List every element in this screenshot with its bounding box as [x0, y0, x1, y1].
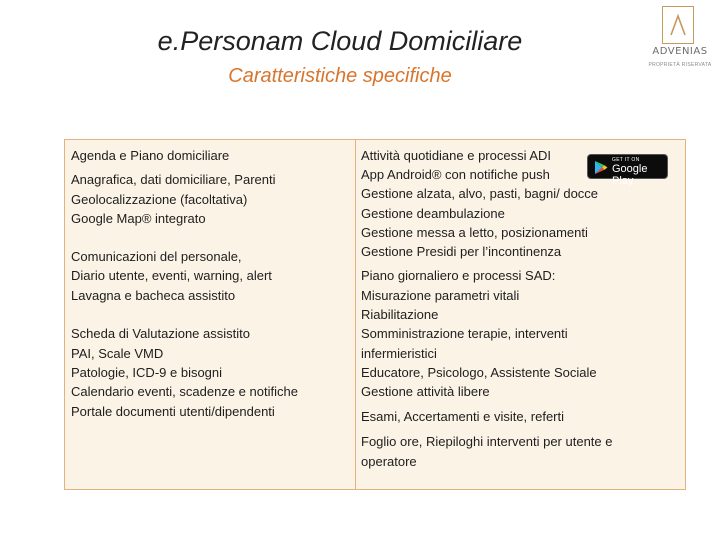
- left-feature-line: PAI, Scale VMD: [71, 346, 164, 361]
- right-feature-line: Piano giornaliero e processi SAD:: [361, 268, 556, 283]
- right-feature-line: Esami, Accertamenti e visite, referti: [361, 409, 565, 424]
- google-play-store-text: Google Play: [612, 163, 648, 187]
- column-divider: [355, 140, 356, 489]
- features-table: [64, 139, 686, 490]
- right-feature-line: Somministrazione terapie, interventi: [361, 326, 568, 341]
- right-feature-line: Attività quotidiane e processi ADI: [361, 148, 552, 163]
- left-feature-line: Anagrafica, dati domiciliare, Parenti: [71, 172, 276, 187]
- right-feature-line: Riabilitazione: [361, 307, 439, 322]
- slide-title: e.Personam Cloud Domiciliare: [157, 26, 523, 56]
- left-feature-line: Google Map® integrato: [71, 211, 206, 226]
- right-feature-line: Gestione deambulazione: [361, 206, 505, 221]
- logo-name: ADVENIAS: [652, 46, 708, 57]
- right-feature-line: Misurazione parametri vitali: [361, 288, 520, 303]
- right-feature-line: Gestione messa a letto, posizionamenti: [361, 225, 588, 240]
- google-play-getit-text: GET IT ON: [612, 157, 640, 163]
- left-feature-line: Geolocalizzazione (facoltativa): [71, 192, 248, 207]
- right-feature-line: Gestione attività libere: [361, 384, 490, 399]
- right-feature-line: infermieristici: [361, 346, 437, 361]
- left-feature-line: Lavagna e bacheca assistito: [71, 288, 236, 303]
- left-feature-line: Portale documenti utenti/dipendenti: [71, 404, 275, 419]
- left-feature-line: Diario utente, eventi, warning, alert: [71, 268, 272, 283]
- right-feature-line: Educatore, Psicologo, Assistente Sociale: [361, 365, 597, 380]
- right-feature-line: Gestione alzata, alvo, pasti, bagni/ docce: [361, 186, 599, 201]
- left-feature-line: Scheda di Valutazione assistito: [71, 326, 250, 341]
- left-feature-line: Patologie, ICD-9 e bisogni: [71, 365, 223, 380]
- google-play-icon: [594, 160, 608, 175]
- left-feature-line: Calendario eventi, scadenze e notifiche: [71, 384, 298, 399]
- google-play-badge[interactable]: [587, 154, 668, 187]
- advenias-logo: [648, 6, 712, 76]
- right-feature-line: App Android® con notifiche push: [361, 167, 550, 182]
- right-feature-line: Foglio ore, Riepiloghi interventi per utente e: [361, 434, 613, 449]
- logo-mark: [662, 6, 694, 44]
- left-feature-line: Comunicazioni del personale,: [71, 249, 242, 264]
- right-feature-line: Gestione Presidi per l’incontinenza: [361, 244, 562, 259]
- right-feature-line: operatore: [361, 454, 417, 469]
- logo-tagline: PROPRIETÀ RISERVATA: [648, 62, 712, 68]
- slide-subtitle: Caratteristiche specifiche: [228, 65, 452, 87]
- left-feature-line: Agenda e Piano domiciliare: [71, 148, 230, 163]
- logo-chevron-icon: [669, 13, 687, 37]
